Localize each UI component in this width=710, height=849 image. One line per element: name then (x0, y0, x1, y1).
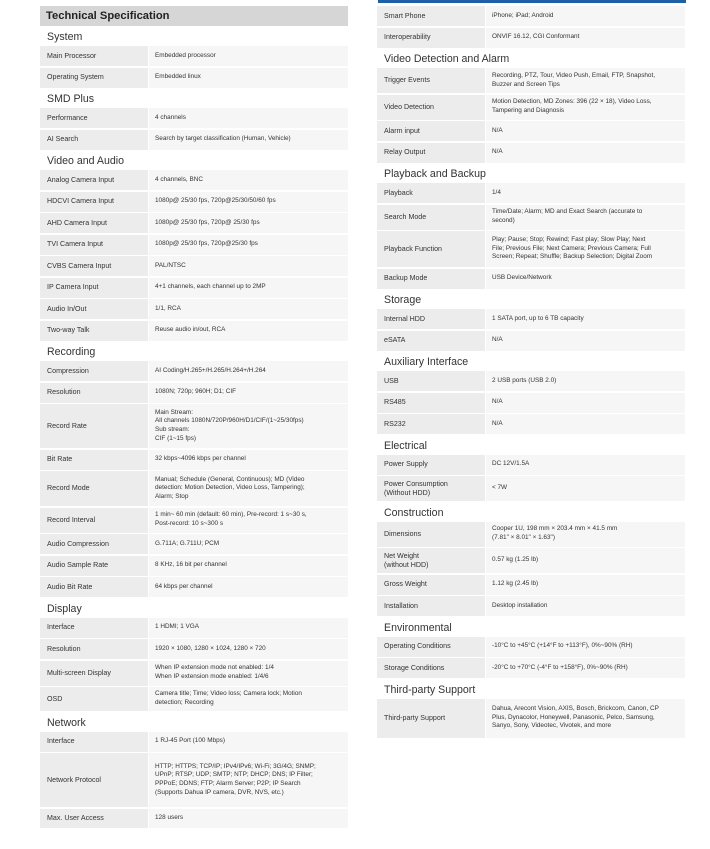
spec-row (377, 309, 685, 329)
spec-value-text: Desktop installation (492, 601, 548, 609)
spec-value (485, 476, 685, 501)
spec-value (148, 46, 348, 66)
spec-label-text: USB (384, 376, 399, 385)
spec-value (148, 130, 348, 150)
spec-label-text: Max. User Access (47, 813, 104, 822)
top-accent-bar (378, 0, 686, 3)
spec-label-text: Playback (384, 188, 413, 197)
spec-row (40, 450, 348, 470)
spec-label (40, 471, 148, 506)
left-column (40, 6, 348, 829)
spec-label (40, 809, 148, 828)
spec-row (377, 371, 685, 391)
spec-label-text: Playback Function (384, 244, 442, 253)
spec-label-text: Audio Bit Rate (47, 582, 93, 591)
spec-row (40, 661, 348, 686)
spec-row (377, 183, 685, 203)
spec-label-text: RS232 (384, 419, 406, 428)
spec-label-text: Compression (47, 366, 89, 375)
spec-label (40, 108, 148, 128)
spec-label (377, 269, 485, 289)
spec-value (148, 256, 348, 276)
spec-label (40, 256, 148, 276)
spec-row (377, 522, 685, 547)
spec-value-text: 1080p@ 25/30 fps, 720p@25/30 fps (155, 240, 258, 248)
spec-value-text: 0.57 kg (1.25 lb) (492, 556, 539, 564)
spec-row (40, 299, 348, 319)
spec-value-text: 1 HDMI; 1 VGA (155, 623, 200, 631)
spec-value-text: 1080p@ 25/30 fps, 720p@ 25/30 fps (155, 218, 260, 226)
spec-row (377, 658, 685, 678)
spec-label (40, 508, 148, 533)
spec-value (485, 231, 685, 267)
spec-label (377, 522, 485, 547)
spec-value-text: 1 min~ 60 min (default: 60 min), Pre-record: 1 s~30 s, Post-record: 10 s~300 s (155, 511, 307, 527)
spec-label-text: AHD Camera Input (47, 218, 107, 227)
spec-value (485, 95, 685, 120)
spec-value (148, 639, 348, 659)
spec-value-text: 32 kbps~4096 kbps per channel (155, 455, 246, 463)
spec-value-text: Main Stream: All channels 1080N/720P/960H/D1/CIF/(1~25/30fps) Sub stream: CIF (1~15 fps) (155, 408, 304, 442)
spec-row (377, 28, 685, 48)
spec-label (40, 46, 148, 66)
spec-value (148, 192, 348, 212)
spec-value (148, 577, 348, 597)
spec-row (40, 213, 348, 233)
spec-label (40, 361, 148, 381)
spec-label-text: Multi-screen Display (47, 668, 111, 677)
spec-value (485, 658, 685, 678)
spec-value (485, 393, 685, 413)
spec-label (377, 393, 485, 413)
spec-label-text: Backup Mode (384, 274, 428, 283)
spec-value (148, 299, 348, 319)
spec-label-text: Record Mode (47, 484, 90, 493)
spec-value (485, 414, 685, 434)
spec-value-text: 1080p@ 25/30 fps, 720p@25/30/50/60 fps (155, 197, 276, 205)
spec-row (377, 205, 685, 230)
spec-row (40, 361, 348, 381)
spec-label-text: Main Processor (47, 51, 97, 60)
spec-value (485, 575, 685, 595)
spec-value (148, 534, 348, 554)
spec-row (377, 68, 685, 93)
spec-label-text: Resolution (47, 388, 81, 397)
spec-row (377, 575, 685, 595)
spec-value-text: N/A (492, 126, 503, 134)
spec-label (40, 321, 148, 341)
section-title: Construction (384, 506, 444, 519)
spec-value (148, 508, 348, 533)
spec-value-text: Dahua, Arecont Vision, AXIS, Bosch, Brickcom, Canon, CP Plus, Dynacolor, Honeywell, Panasonic, Pelco, Samsung, Sanyo, Sony, Videotec, Vivotek, and more (492, 705, 659, 730)
spec-value-text: Play; Pause; Stop; Rewind; Fast play; Slow Play; Next File; Previous File; Next Camera; Previous Camera; Full Screen; Repeat; Shuffle; Backup Selection; Digital Zoom (492, 236, 653, 261)
spec-value-text: USB Device/Network (492, 274, 552, 282)
spec-value (485, 28, 685, 48)
spec-label (377, 455, 485, 475)
spec-row (40, 130, 348, 150)
spec-label-text: Resolution (47, 644, 81, 653)
spec-label-text: Network Protocol (47, 775, 102, 784)
spec-value-text: Embedded processor (155, 51, 216, 59)
spec-value (148, 732, 348, 752)
spec-label-text: Record Rate (47, 421, 87, 430)
spec-label (40, 577, 148, 597)
section-title: Video Detection and Alarm (384, 53, 510, 65)
spec-label (40, 192, 148, 212)
spec-value-text: 1/4 (492, 188, 501, 196)
spec-value-text: 64 kbps per channel (155, 582, 213, 590)
spec-value (485, 699, 685, 738)
spec-label-text: Smart Phone (384, 11, 426, 20)
spec-label-text: Operating System (47, 73, 104, 82)
section-title: Video and Audio (47, 155, 124, 167)
spec-label-text: Two-way Talk (47, 326, 90, 335)
spec-label (40, 130, 148, 150)
spec-row (40, 235, 348, 255)
spec-label (40, 534, 148, 554)
spec-value (485, 309, 685, 329)
spec-value-text: HTTP; HTTPS; TCP/IP; IPv4/IPv6; Wi-Fi; 3G/4G; SNMP; UPnP; RTSP; UDP; SMTP; NTP; DHCP; DNS; IP Filter; PPPoE; DDNS; FTP; Alarm Server; P2P; IP Search (Supports Dahua IP camera, DVR, NVS, etc.) (155, 762, 316, 796)
spec-label-text: IP Camera Input (47, 283, 99, 292)
spec-value (148, 556, 348, 576)
spec-value-text: PAL/NTSC (155, 261, 186, 269)
spec-label (40, 68, 148, 88)
spec-row (40, 68, 348, 88)
spec-label-text: RS485 (384, 398, 406, 407)
spec-row (377, 121, 685, 141)
spec-label-text: Audio Compression (47, 539, 109, 548)
spec-label (377, 476, 485, 501)
section-title: Electrical (384, 439, 427, 452)
spec-label (40, 170, 148, 190)
spec-value (148, 361, 348, 381)
spec-value-text: iPhone; iPad; Android (492, 11, 554, 19)
spec-row (377, 699, 685, 738)
spec-row (377, 143, 685, 163)
spec-row (40, 732, 348, 752)
spec-label (377, 183, 485, 203)
spec-value (485, 205, 685, 230)
spec-row (40, 108, 348, 128)
spec-row (40, 256, 348, 276)
spec-row (377, 637, 685, 657)
spec-value (485, 121, 685, 141)
spec-label-text: Third-party Support (384, 713, 446, 722)
spec-row (40, 753, 348, 807)
spec-value (148, 383, 348, 403)
spec-value (148, 68, 348, 88)
spec-label-text: Internal HDD (384, 314, 426, 323)
spec-label-text: Operating Conditions (384, 642, 451, 651)
spec-value-text: 4 channels, BNC (155, 175, 203, 183)
spec-value-text: N/A (492, 148, 503, 156)
spec-title: Technical Specification (40, 6, 348, 26)
spec-label (377, 658, 485, 678)
spec-label-text: Interface (47, 623, 75, 632)
spec-label (40, 687, 148, 711)
spec-row (40, 556, 348, 576)
spec-label (40, 639, 148, 659)
spec-label-text: Audio Sample Rate (47, 561, 109, 570)
spec-value (148, 108, 348, 128)
spec-row (40, 192, 348, 212)
spec-value-text: AI Coding/H.265+/H.265/H.264+/H.264 (155, 366, 266, 374)
spec-row (40, 46, 348, 66)
spec-value-text: 1080N; 720p; 960H; D1; CIF (155, 388, 236, 396)
spec-row (40, 577, 348, 597)
spec-label-text: Net Weight (without HDD) (384, 551, 429, 569)
section-title: Storage (384, 294, 422, 306)
spec-value (148, 170, 348, 190)
spec-value (485, 6, 685, 26)
spec-row (377, 596, 685, 616)
spec-row (40, 404, 348, 448)
spec-row (377, 393, 685, 413)
spec-value-text: 4 channels (155, 113, 186, 121)
spec-label (377, 121, 485, 141)
spec-value-text: -20°C to +70°C (-4°F to +158°F), 0%~90% (RH) (492, 663, 628, 671)
spec-value-text: 1 RJ-45 Port (100 Mbps) (155, 737, 225, 745)
spec-row (377, 231, 685, 267)
spec-value-text: 8 KHz, 16 bit per channel (155, 561, 227, 569)
spec-label-text: Dimensions (384, 529, 422, 538)
spec-row (40, 278, 348, 298)
spec-row (377, 6, 685, 26)
spec-label (377, 28, 485, 48)
spec-row (40, 170, 348, 190)
spec-label-text: Interoperability (384, 33, 431, 42)
spec-label-text: HDCVI Camera Input (47, 197, 115, 206)
spec-value-text: Reuse audio in/out, RCA (155, 326, 226, 334)
spec-value (148, 687, 348, 711)
spec-value-text: Recording, PTZ, Tour, Video Push, Email, FTP, Snapshot, Buzzer and Screen Tips (492, 71, 656, 88)
section-title: Environmental (384, 621, 452, 634)
spec-value (485, 331, 685, 351)
spec-label-text: Performance (47, 113, 88, 122)
spec-value (485, 371, 685, 391)
spec-value-text: 4+1 channels, each channel up to 2MP (155, 283, 266, 291)
spec-value (485, 143, 685, 163)
spec-value (148, 235, 348, 255)
section-title: Auxiliary Interface (384, 356, 469, 368)
spec-value-text: Time/Date; Alarm; MD and Exact Search (accurate to second) (492, 208, 643, 224)
spec-value (148, 753, 348, 807)
spec-label-text: Installation (384, 601, 418, 610)
section-title: Third-party Support (384, 683, 476, 696)
spec-row (377, 95, 685, 120)
spec-value (485, 522, 685, 547)
spec-label-text: Relay Output (384, 148, 426, 157)
spec-row (40, 639, 348, 659)
spec-row (40, 471, 348, 506)
spec-label (40, 556, 148, 576)
spec-label (40, 235, 148, 255)
spec-row (377, 269, 685, 289)
spec-label (40, 299, 148, 319)
spec-label (40, 278, 148, 298)
spec-label (377, 205, 485, 230)
section-title: Playback and Backup (384, 168, 486, 180)
spec-label (377, 6, 485, 26)
spec-label-text: Analog Camera Input (47, 175, 115, 184)
spec-label-text: Search Mode (384, 212, 427, 221)
spec-label (377, 143, 485, 163)
spec-value-text: When IP extension mode not enabled: 1/4 When IP extension mode enabled: 1/4/6 (155, 664, 274, 680)
spec-label (40, 450, 148, 470)
spec-value-text: 1920 × 1080, 1280 × 1024, 1280 × 720 (155, 644, 266, 652)
spec-row (40, 321, 348, 341)
section-title: System (47, 31, 83, 43)
spec-row (377, 548, 685, 573)
spec-label (40, 732, 148, 752)
spec-label (377, 699, 485, 738)
spec-row (377, 476, 685, 501)
spec-value (148, 213, 348, 233)
section-title: SMD Plus (47, 93, 95, 105)
spec-label-text: Power Supply (384, 460, 428, 469)
spec-row (40, 534, 348, 554)
spec-value-text: N/A (492, 398, 503, 406)
spec-label (377, 95, 485, 120)
spec-row (40, 383, 348, 403)
spec-label-text: Power Consumption (Without HDD) (384, 479, 448, 497)
spec-value (485, 596, 685, 616)
spec-label-text: Video Detection (384, 102, 434, 111)
spec-value (148, 278, 348, 298)
spec-label (40, 383, 148, 403)
spec-label (40, 661, 148, 686)
spec-value-text: N/A (492, 419, 503, 427)
spec-label-text: TVI Camera Input (47, 240, 103, 249)
spec-value-text: -10°C to +45°C (+14°F to +113°F), 0%~90% (RH) (492, 642, 633, 650)
spec-value (485, 455, 685, 475)
spec-label (377, 548, 485, 573)
spec-value (148, 809, 348, 828)
section-title: Display (47, 602, 82, 615)
spec-label-text: Alarm input (384, 126, 420, 135)
right-column (377, 6, 685, 739)
spec-value-text: Camera title; Time; Video loss; Camera lock; Motion detection; Recording (155, 690, 302, 706)
spec-value (485, 183, 685, 203)
spec-label-text: Trigger Events (384, 76, 430, 85)
spec-label (377, 575, 485, 595)
spec-value-text: Search by target classification (Human, Vehicle) (155, 135, 291, 143)
spec-label (40, 404, 148, 448)
spec-value-text: 128 users (155, 813, 184, 821)
spec-value-text: 1.12 kg (2.45 lb) (492, 580, 539, 588)
spec-value (148, 618, 348, 638)
spec-label (377, 637, 485, 657)
spec-row (40, 618, 348, 638)
spec-value (485, 637, 685, 657)
spec-value (148, 321, 348, 341)
spec-value-text: Embedded linux (155, 73, 201, 81)
spec-value-text: N/A (492, 336, 503, 344)
spec-value-text: 1 SATA port, up to 6 TB capacity (492, 314, 584, 322)
spec-value (148, 661, 348, 686)
spec-label-text: CVBS Camera Input (47, 261, 112, 270)
spec-value-text: Cooper 1U, 198 mm × 203.4 mm × 41.5 mm (7.81" × 8.01" × 1.63") (492, 525, 618, 541)
spec-label (377, 309, 485, 329)
spec-value-text: 1/1, RCA (155, 304, 181, 312)
spec-value-text: DC 12V/1.5A (492, 460, 530, 468)
spec-value (485, 269, 685, 289)
spec-row (40, 508, 348, 533)
spec-value-text: Manual; Schedule (General, Continuous); MD (Video detection: Motion Detection, Video Loss, Tampering); Alarm; Stop (155, 475, 305, 500)
spec-row (377, 455, 685, 475)
spec-label (377, 231, 485, 267)
spec-label (377, 414, 485, 434)
spec-value-text: 2 USB ports (USB 2.0) (492, 376, 557, 384)
spec-row (40, 687, 348, 711)
spec-label (40, 753, 148, 807)
spec-label-text: Storage Conditions (384, 663, 445, 672)
spec-label (377, 371, 485, 391)
spec-value-text: < 7W (492, 484, 508, 492)
spec-value (485, 68, 685, 93)
spec-label (377, 68, 485, 93)
spec-label (377, 331, 485, 351)
spec-label-text: Bit Rate (47, 455, 73, 464)
spec-label-text: eSATA (384, 336, 406, 345)
spec-value (485, 548, 685, 573)
spec-value (148, 450, 348, 470)
spec-label (40, 618, 148, 638)
spec-value-text: ONVIF 16.12, CGI Conformant (492, 33, 580, 41)
spec-label-text: Interface (47, 737, 75, 746)
spec-label-text: AI Search (47, 135, 79, 144)
spec-label-text: Audio In/Out (47, 304, 87, 313)
section-title: Network (47, 716, 86, 729)
spec-label-text: Gross Weight (384, 580, 427, 589)
spec-value-text: G.711A; G.711U; PCM (155, 539, 220, 547)
spec-label-text: OSD (47, 694, 63, 703)
spec-row (377, 331, 685, 351)
spec-label (40, 213, 148, 233)
spec-value (148, 471, 348, 506)
spec-value (148, 404, 348, 448)
spec-value-text: Motion Detection, MD Zones: 396 (22 × 18), Video Loss, Tampering and Diagnosis (492, 98, 652, 114)
spec-label-text: Record Interval (47, 515, 96, 524)
spec-label (377, 596, 485, 616)
section-title: Recording (47, 346, 96, 358)
spec-row (377, 414, 685, 434)
spec-row (40, 809, 348, 828)
